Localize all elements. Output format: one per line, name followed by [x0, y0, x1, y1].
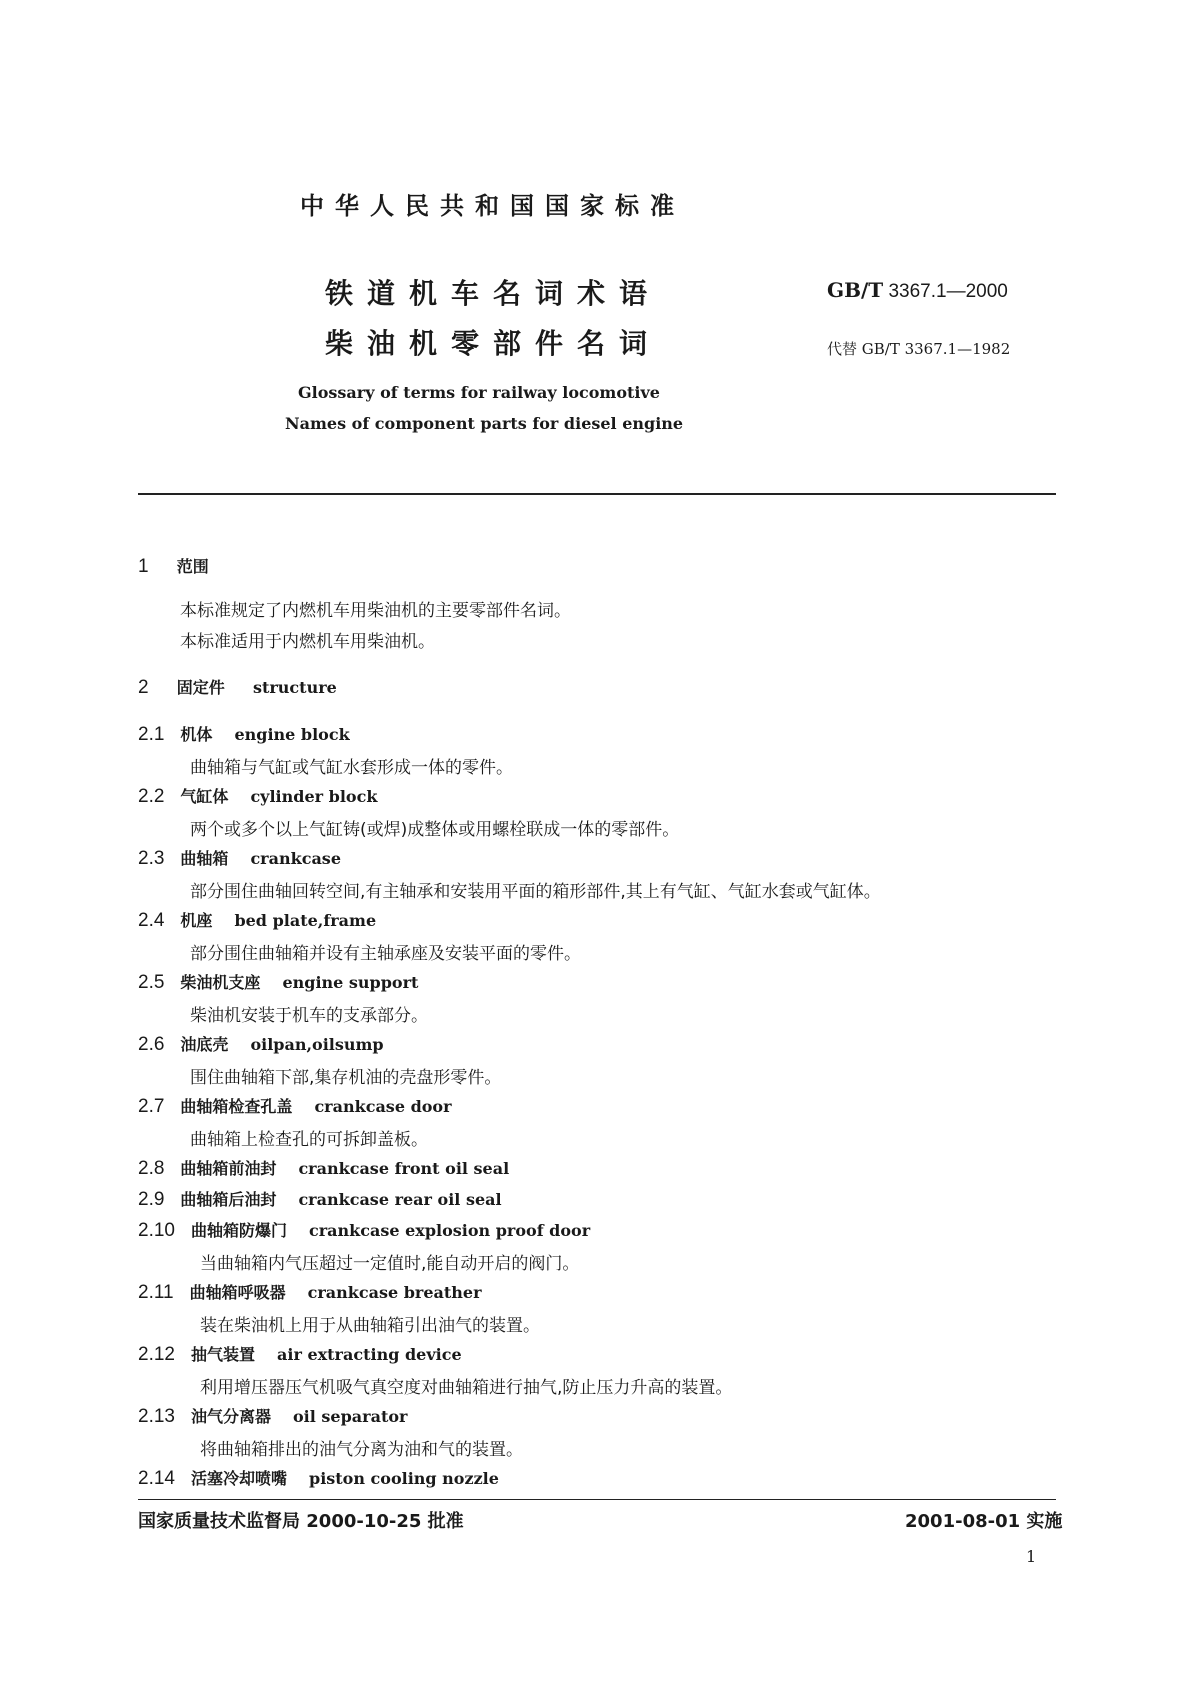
term-number: 2.12: [138, 1344, 175, 1365]
section-title-en: structure: [252, 678, 337, 697]
term-heading: [138, 1187, 502, 1211]
term-name-cn: 机体: [180, 725, 213, 744]
term-heading: [138, 846, 341, 870]
term-definition: 两个或多个以上气缸铸(或焊)成整体或用螺栓联成一体的零部件。: [190, 820, 680, 840]
term-number: 2.1: [138, 724, 165, 745]
section-1-heading: [138, 554, 209, 578]
term-number: 2.10: [138, 1220, 175, 1241]
standard-type: 中华人民共和国国家标准: [300, 192, 685, 220]
term-number: 2.2: [138, 786, 165, 807]
term-name-en: oil separator: [293, 1407, 408, 1426]
term-number: 2.13: [138, 1406, 175, 1427]
term-number: 2.7: [138, 1096, 165, 1117]
term-heading: [138, 722, 350, 746]
term-heading: [138, 1094, 452, 1118]
term-name-en: crankcase: [250, 849, 341, 868]
term-heading: [138, 1404, 407, 1428]
term-name-cn: 曲轴箱前油封: [180, 1159, 277, 1178]
term-definition: 部分围住曲轴回转空间,有主轴承和安装用平面的箱形部件,其上有气缸、气缸水套或气缸体。: [190, 882, 881, 902]
term-number: 2.3: [138, 848, 165, 869]
title-cn-line2: 柴油机零部件名词: [325, 327, 662, 360]
section-1-para-2: 本标准适用于内燃机车用柴油机。: [180, 632, 435, 652]
term-name-cn: 活塞冷却喷嘴: [190, 1469, 287, 1488]
term-name-en: oilpan,oilsump: [250, 1035, 384, 1054]
term-number: 2.4: [138, 910, 165, 931]
term-name-cn: 曲轴箱: [180, 849, 229, 868]
term-definition: 利用增压器压气机吸气真空度对曲轴箱进行抽气,防止压力升高的装置。: [200, 1378, 733, 1398]
section-title: 范围: [176, 557, 209, 576]
term-number: 2.11: [138, 1282, 174, 1303]
term-name-en: cylinder block: [250, 787, 378, 806]
term-heading: [138, 784, 377, 808]
term-definition: 围住曲轴箱下部,集存机油的壳盘形零件。: [190, 1068, 502, 1088]
title-en-line1: Glossary of terms for railway locomotive: [298, 383, 660, 402]
term-definition: 曲轴箱上检查孔的可拆卸盖板。: [190, 1130, 428, 1150]
section-1-para-1: 本标准规定了内燃机车用柴油机的主要零部件名词。: [180, 601, 571, 621]
standard-prefix: GB/T: [827, 278, 884, 302]
term-number: 2.14: [138, 1468, 175, 1489]
term-name-en: piston cooling nozzle: [309, 1469, 499, 1488]
term-name-en: crankcase door: [314, 1097, 452, 1116]
term-definition: 曲轴箱与气缸或气缸水套形成一体的零件。: [190, 758, 513, 778]
title-en-line2: Names of component parts for diesel engine: [285, 414, 684, 433]
section-number: 2: [138, 677, 149, 698]
term-name-en: engine block: [234, 725, 350, 744]
term-name-en: air extracting device: [277, 1345, 462, 1364]
term-name-en: crankcase front oil seal: [298, 1159, 510, 1178]
term-heading: [138, 1032, 384, 1056]
term-number: 2.8: [138, 1158, 165, 1179]
term-heading: [138, 970, 418, 994]
section-number: 1: [138, 556, 149, 577]
page-number: 1: [1026, 1547, 1037, 1566]
term-definition: 柴油机安装于机车的支承部分。: [190, 1006, 428, 1026]
title-cn-line1: 铁道机车名词术语: [325, 277, 662, 310]
term-name-cn: 曲轴箱检查孔盖: [180, 1097, 293, 1116]
section-title: 固定件: [176, 678, 225, 697]
term-name-cn: 曲轴箱防爆门: [190, 1221, 287, 1240]
term-number: 2.5: [138, 972, 165, 993]
term-name-cn: 抽气装置: [190, 1345, 255, 1364]
replaces-note: 代替 GB/T 3367.1—1982: [827, 340, 1011, 358]
term-name-en: crankcase rear oil seal: [298, 1190, 502, 1209]
standard-code: 3367.1—2000: [883, 281, 1008, 302]
term-name-cn: 油气分离器: [190, 1407, 271, 1426]
term-definition: 装在柴油机上用于从曲轴箱引出油气的装置。: [200, 1316, 540, 1336]
term-name-cn: 曲轴箱后油封: [180, 1190, 277, 1209]
term-heading: [138, 908, 376, 932]
term-definition: 当曲轴箱内气压超过一定值时,能自动开启的阀门。: [200, 1254, 580, 1274]
term-heading: [138, 1156, 509, 1180]
term-heading: [138, 1342, 462, 1366]
term-definition: 将曲轴箱排出的油气分离为油和气的装置。: [200, 1440, 523, 1460]
term-name-cn: 柴油机支座: [180, 973, 261, 992]
effective-date: 2001-08-01 实施: [905, 1511, 1063, 1532]
term-number: 2.6: [138, 1034, 165, 1055]
term-definition: 部分围住曲轴箱并设有主轴承座及安装平面的零件。: [190, 944, 581, 964]
term-number: 2.9: [138, 1189, 165, 1210]
section-2-heading: [138, 675, 337, 699]
approval-date: 国家质量技术监督局 2000-10-25 批准: [138, 1511, 464, 1532]
term-name-cn: 气缸体: [180, 787, 229, 806]
term-heading: [138, 1218, 590, 1242]
footer-divider: [138, 1499, 1056, 1500]
term-heading: [138, 1466, 499, 1490]
term-name-en: bed plate,frame: [234, 911, 377, 930]
term-name-en: crankcase explosion proof door: [309, 1221, 591, 1240]
term-name-en: crankcase breather: [307, 1283, 482, 1302]
term-name-cn: 机座: [180, 911, 213, 930]
term-heading: [138, 1280, 482, 1304]
term-name-en: engine support: [282, 973, 419, 992]
term-name-cn: 曲轴箱呼吸器: [189, 1283, 286, 1302]
term-name-cn: 油底壳: [180, 1035, 229, 1054]
